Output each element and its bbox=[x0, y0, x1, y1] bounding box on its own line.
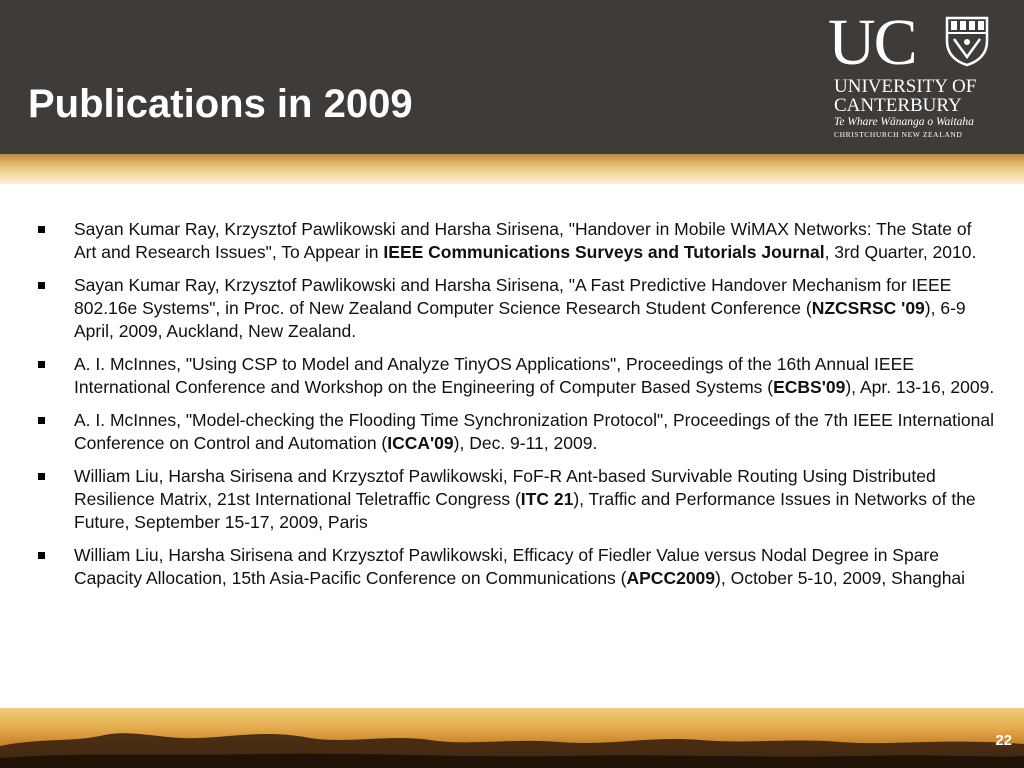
slide-header bbox=[0, 0, 1024, 154]
publications-content bbox=[32, 218, 996, 600]
tree-silhouette-icon bbox=[0, 708, 1024, 768]
publication-citation: A. I. McInnes, "Using CSP to Model and Analyze TinyOS Applications", Proceedings of the 16th Annual IEEE International Conference and Workshop on the Engineering of Computer Based Systems ( bbox=[74, 354, 914, 397]
publication-citation: Sayan Kumar Ray, Krzysztof Pawlikowski and Harsha Sirisena, "Handover in Mobile WiMAX Networks: The State of Art and Research Issues", To Appear in bbox=[74, 219, 972, 262]
logo-text-university-of: UNIVERSITY OF bbox=[834, 76, 977, 97]
page-title: Publications in 2009 bbox=[28, 82, 413, 126]
list-item bbox=[32, 353, 996, 399]
publication-venue: ITC 21 bbox=[520, 489, 574, 509]
list-item bbox=[32, 274, 996, 343]
square-bullet-icon bbox=[38, 361, 45, 368]
publication-venue: NZCSRSC '09 bbox=[811, 298, 925, 318]
list-item bbox=[32, 465, 996, 534]
publication-venue: APCC2009 bbox=[626, 568, 716, 588]
publication-details: , 3rd Quarter, 2010. bbox=[824, 242, 977, 262]
publication-citation: William Liu, Harsha Sirisena and Krzysztof Pawlikowski, Efficacy of Fiedler Value versus Nodal Degree in Spare Capacity Allocation, 15th Asia-Pacific Conference on Communications ( bbox=[74, 545, 939, 588]
header-sunset-band bbox=[0, 154, 1024, 184]
page-number: 22 bbox=[995, 732, 1012, 749]
publication-venue: IEEE Communications Surveys and Tutorials Journal bbox=[383, 242, 825, 262]
list-item bbox=[32, 544, 996, 590]
logo-initials: UC bbox=[828, 6, 916, 79]
publication-citation: Sayan Kumar Ray, Krzysztof Pawlikowski and Harsha Sirisena, "A Fast Predictive Handover Mechanism for IEEE 802.16e Systems", in Proc. of New Zealand Computer Science Research Student Conference ( bbox=[74, 275, 952, 318]
university-logo bbox=[828, 6, 994, 142]
square-bullet-icon bbox=[38, 473, 45, 480]
publication-details: ), October 5-10, 2009, Shanghai bbox=[715, 568, 966, 588]
square-bullet-icon bbox=[38, 226, 45, 233]
publication-details: ), 6-9 April, 2009, Auckland, New Zealand. bbox=[74, 298, 966, 341]
university-crest-icon bbox=[944, 15, 990, 67]
square-bullet-icon bbox=[38, 552, 45, 559]
logo-text-location: CHRISTCHURCH NEW ZEALAND bbox=[834, 130, 963, 139]
list-item bbox=[32, 218, 996, 264]
publication-citation: William Liu, Harsha Sirisena and Krzysztof Pawlikowski, FoF-R Ant-based Survivable Routing Using Distributed Resilience Matrix, 21st International Teletraffic Congress ( bbox=[74, 466, 936, 509]
square-bullet-icon bbox=[38, 282, 45, 289]
publication-list bbox=[32, 218, 996, 590]
footer-sunset-band bbox=[0, 708, 1024, 768]
publication-details: ), Apr. 13-16, 2009. bbox=[845, 377, 995, 397]
publication-venue: ECBS'09 bbox=[773, 377, 846, 397]
list-item bbox=[32, 409, 996, 455]
publication-citation: A. I. McInnes, "Model-checking the Flooding Time Synchronization Protocol", Proceedings of the 7th IEEE International Conference on Control and Automation ( bbox=[74, 410, 994, 453]
publication-details: ), Dec. 9-11, 2009. bbox=[453, 433, 598, 453]
publication-details: ), Traffic and Performance Issues in Networks of the Future, September 15-17, 2009, Paris bbox=[74, 489, 976, 532]
logo-text-canterbury: CANTERBURY bbox=[834, 95, 962, 116]
logo-text-maori-name: Te Whare Wānanga o Waitaha bbox=[834, 116, 974, 128]
square-bullet-icon bbox=[38, 417, 45, 424]
publication-venue: ICCA'09 bbox=[387, 433, 454, 453]
